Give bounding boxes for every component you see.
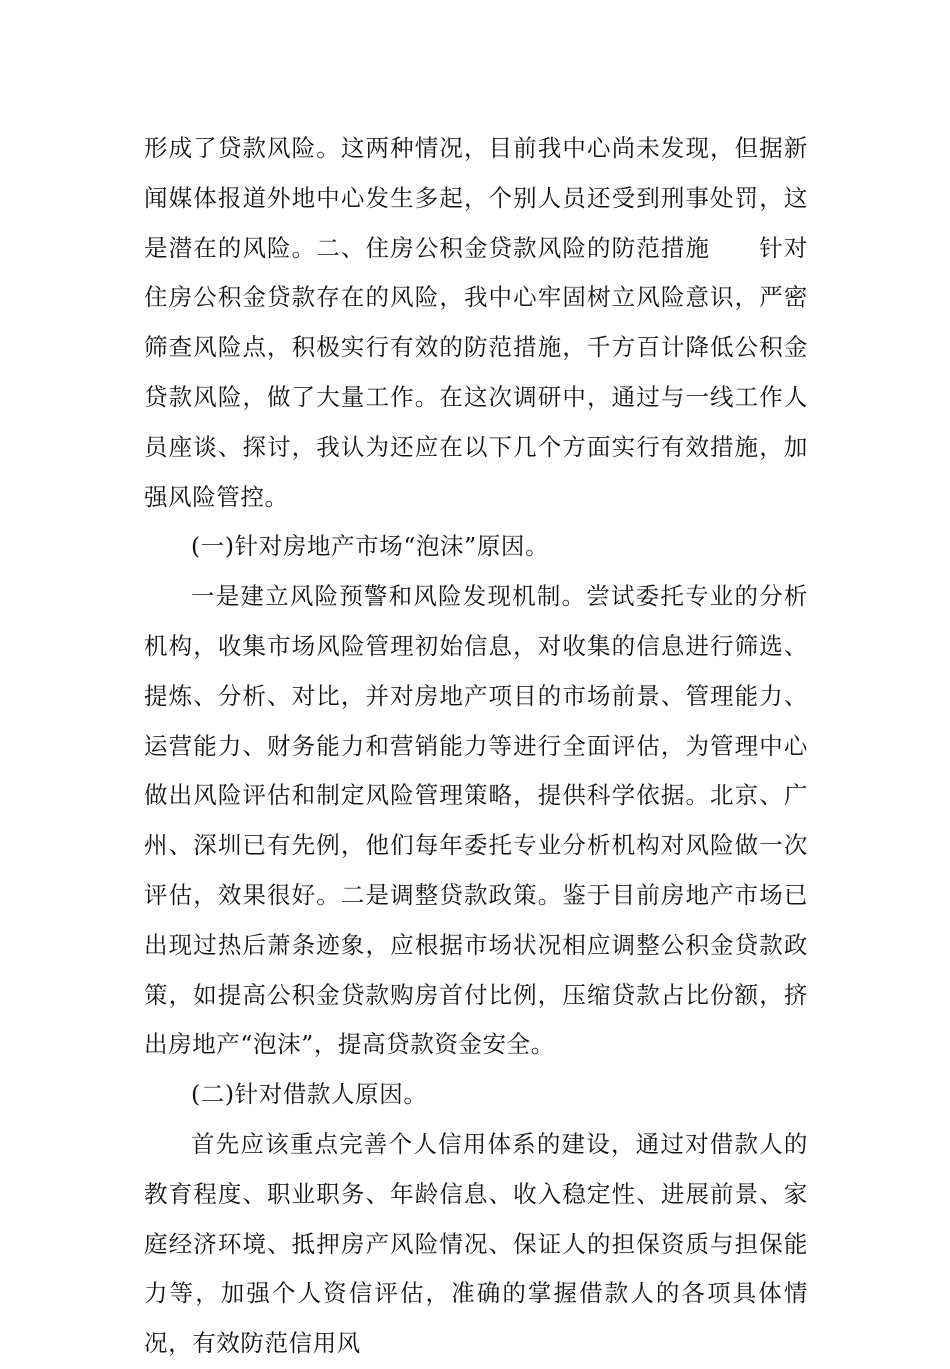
paragraph-measures-2: 首先应该重点完善个人信用体系的建设，通过对借款人的教育程度、职业职务、年龄信息、收入稳定性、进展前景、家庭经济环境、抵押房产风险情况、保证人的担保资质与担保能力等，加强个人资信评估，准确的掌握借款人的各项具体情况，有效防范信用风 bbox=[144, 1129, 808, 1358]
paragraph-heading-1: (一)针对房地产市场“泡沫”原因。 bbox=[191, 532, 550, 561]
paragraph-heading-2: (二)针对借款人原因。 bbox=[191, 1080, 428, 1109]
paragraph-measures-1: 一是建立风险预警和风险发现机制。尝试委托专业的分析机构，收集市场风险管理初始信息，对收集的信息进行筛选、提炼、分析、对比，并对房地产项目的市场前景、管理能力、运营能力、财务能力和营销能力等进行全面评估，为管理中心做出风险评估和制定风险管理策略，提供科学依据。北京、广州、深圳已有先例，他们每年委托专业分析机构对风险做一次评估，效果很好。二是调整贷款政策。鉴于目前房地产市场已出现过热后萧条迹象，应根据市场状况相应调整公积金贷款政策，如提高公积金贷款购房首付比例，压缩贷款占比份额，挤出房地产“泡沫”，提高贷款资金安全。 bbox=[144, 582, 808, 1059]
document-body bbox=[144, 124, 808, 1369]
paragraph-continuation: 形成了贷款风险。这两种情况，目前我中心尚未发现，但据新闻媒体报道外地中心发生多起，个别人员还受到刑事处罚，这是潜在的风险。二、住房公积金贷款风险的防范措施 针对住房公积金贷款存在的风险，我中心牢固树立风险意识，严密筛查风险点，积极实行有效的防范措施，千方百计降低公积金贷款风险，做了大量工作。在这次调研中，通过与一线工作人员座谈、探讨，我认为还应在以下几个方面实行有效措施，加强风险管控。 bbox=[144, 134, 808, 511]
